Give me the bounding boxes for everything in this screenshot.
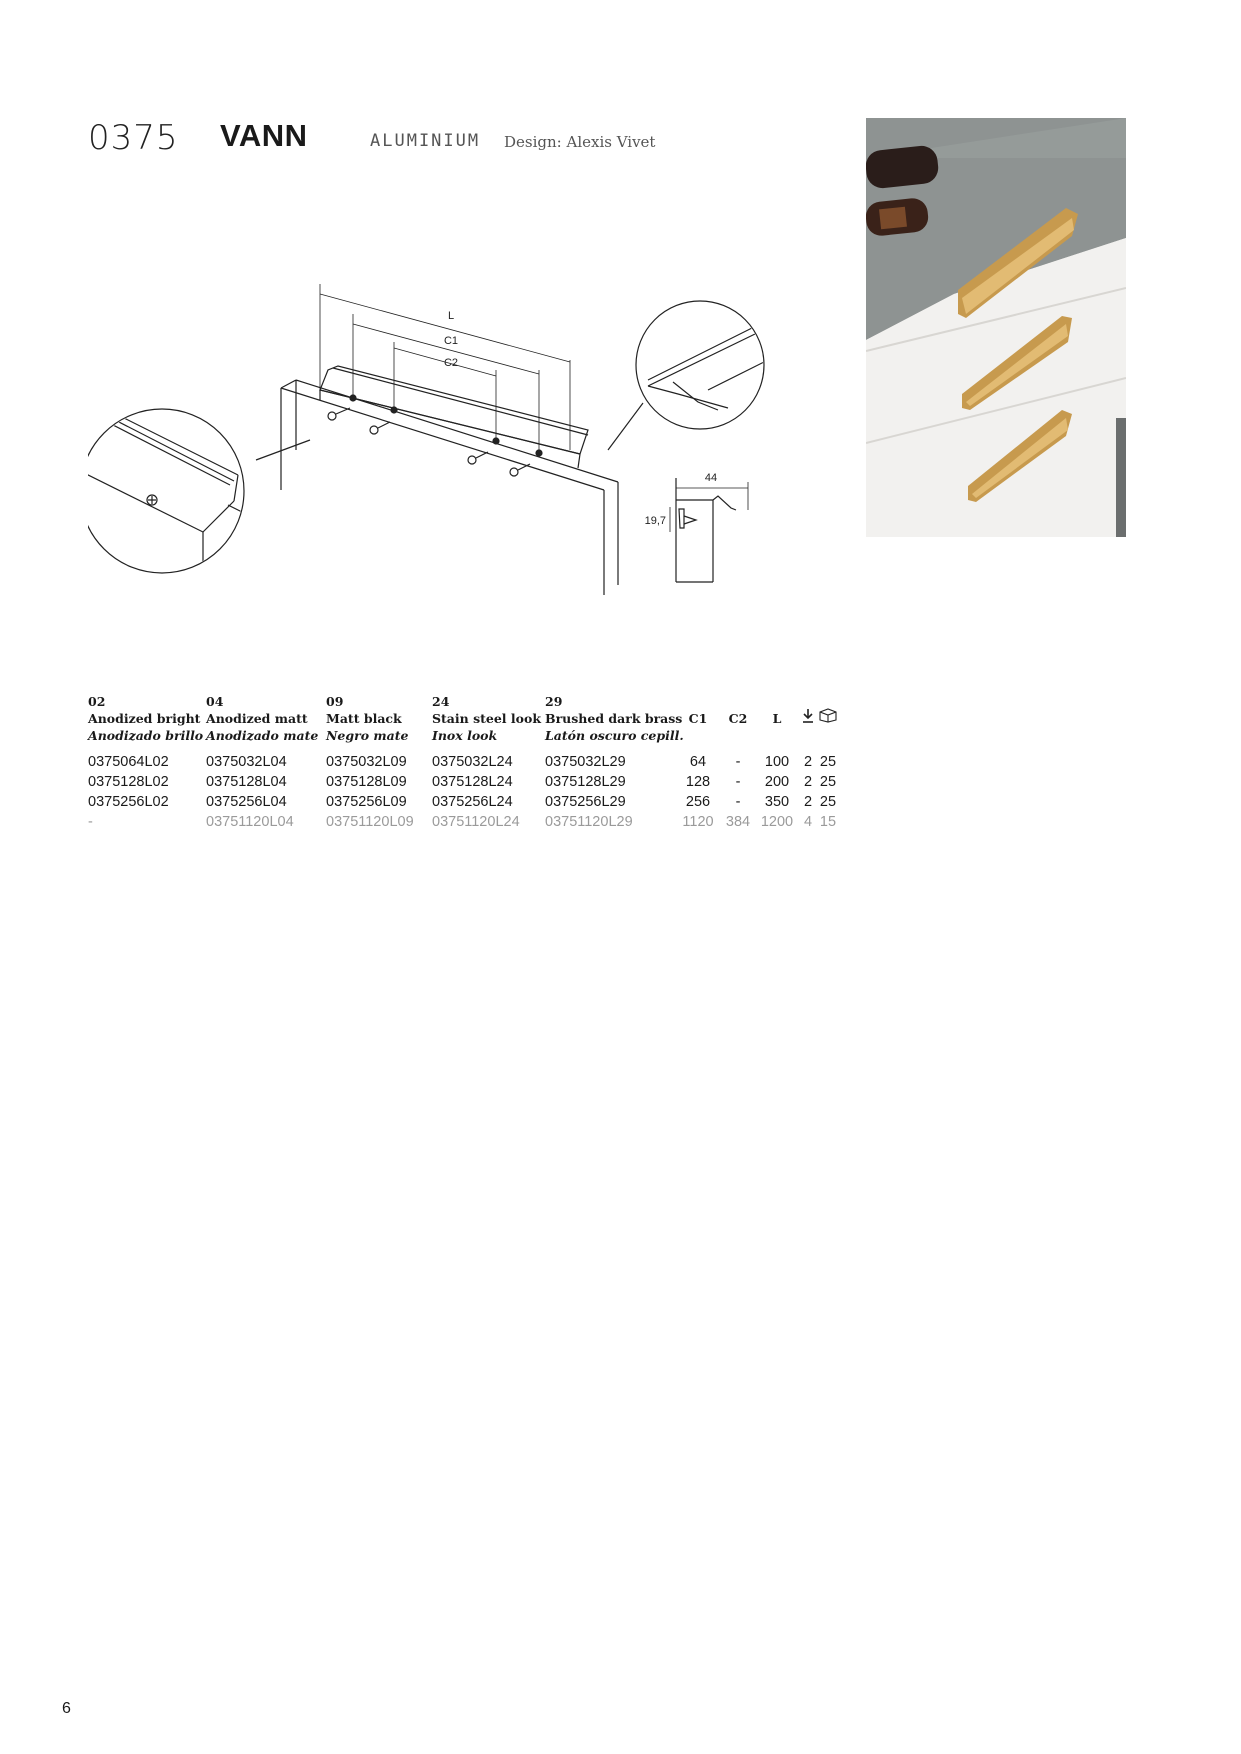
column-header-c2: C2 [728,711,748,726]
dim-label-l: L [447,310,455,322]
qty-min-cell: 4 [803,814,813,830]
reference-cell: 0375256L24 [432,794,513,810]
dim-label-c1: C1 [443,335,459,347]
l-cell: 100 [764,754,790,770]
reference-cell: 0375256L09 [326,794,407,810]
reference-cell: 0375256L04 [206,794,287,810]
finish-name: Anodized bright [88,711,201,726]
finish-code: 04 [206,694,224,709]
l-cell: 350 [764,794,790,810]
dim-label-height: 19,7 [644,515,666,527]
reference-cell: 03751120L29 [545,814,633,830]
dim-label-depth: 44 [704,472,718,484]
finish-name-es: Inox look [432,728,498,743]
technical-drawing [88,270,788,595]
product-designer: Design: Alexis Vivet [504,133,656,151]
c1-cell: 64 [689,754,707,770]
l-cell: 1200 [760,814,794,830]
column-header-c1: C1 [688,711,708,726]
finish-name: Brushed dark brass [545,711,683,726]
left-detail-circle [88,395,310,573]
finish-name-es: Negro mate [326,728,409,743]
reference-cell: 03751120L04 [206,814,294,830]
finish-column-29 [545,693,684,832]
finish-column-04 [206,693,318,832]
reference-cell: 0375128L09 [326,774,407,790]
reference-cell: 0375128L04 [206,774,287,790]
qty-min-cell: 2 [803,754,813,770]
column-header-l: L [772,711,782,726]
c2-cell: 384 [725,814,751,830]
reference-cell: 0375064L02 [88,754,169,770]
c1-cell: 1120 [682,814,714,830]
qty-box-cell: 25 [819,794,837,810]
finish-code: 09 [326,694,344,709]
section-profile [645,472,748,582]
product-material: ALUMINIUM [370,131,481,151]
finish-name: Matt black [326,711,402,726]
finish-name: Anodized matt [206,711,308,726]
product-name: VANN [220,118,308,153]
reference-cell: 0375128L02 [88,774,169,790]
qty-box-cell: 25 [819,774,837,790]
c2-cell: - [735,794,741,810]
reference-cell: - [88,814,93,830]
dim-label-c2: C2 [443,357,459,369]
qty-min-cell: 2 [803,774,813,790]
l-cell: 200 [764,774,790,790]
right-detail-circle [608,301,788,450]
reference-cell: 0375256L29 [545,794,626,810]
reference-cell: 03751120L09 [326,814,414,830]
qty-box-cell: 25 [819,754,837,770]
finish-name-es: Anodizado mate [206,728,319,743]
finish-column-09 [326,693,414,832]
finish-column-24 [432,693,541,832]
finish-code: 24 [432,694,450,709]
reference-cell: 0375256L02 [88,794,169,810]
reference-cell: 0375032L29 [545,754,626,770]
finish-name-es: Latón oscuro cepill. [545,728,684,743]
download-icon [801,708,815,724]
product-photo [866,118,1126,537]
reference-cell: 0375032L24 [432,754,513,770]
qty-box-cell: 15 [819,814,837,830]
screw [328,408,530,476]
c2-cell: - [735,774,741,790]
finish-code: 02 [88,694,106,709]
c1-cell: 128 [685,774,711,790]
c2-cell: - [735,754,741,770]
finish-name: Stain steel look [432,711,541,726]
reference-cell: 0375128L29 [545,774,626,790]
c1-cell: 256 [685,794,711,810]
page-number: 6 [62,1700,71,1717]
box-icon [818,707,838,723]
handle-perspective [281,284,618,595]
reference-cell: 0375032L04 [206,754,287,770]
finish-name-es: Anodizado brillo [88,728,204,743]
reference-cell: 0375128L24 [432,774,513,790]
finish-column-02 [88,693,203,832]
reference-cell: 03751120L24 [432,814,520,830]
finish-code: 29 [545,694,563,709]
qty-min-cell: 2 [803,794,813,810]
product-code: 0375 [88,118,179,158]
reference-cell: 0375032L09 [326,754,407,770]
